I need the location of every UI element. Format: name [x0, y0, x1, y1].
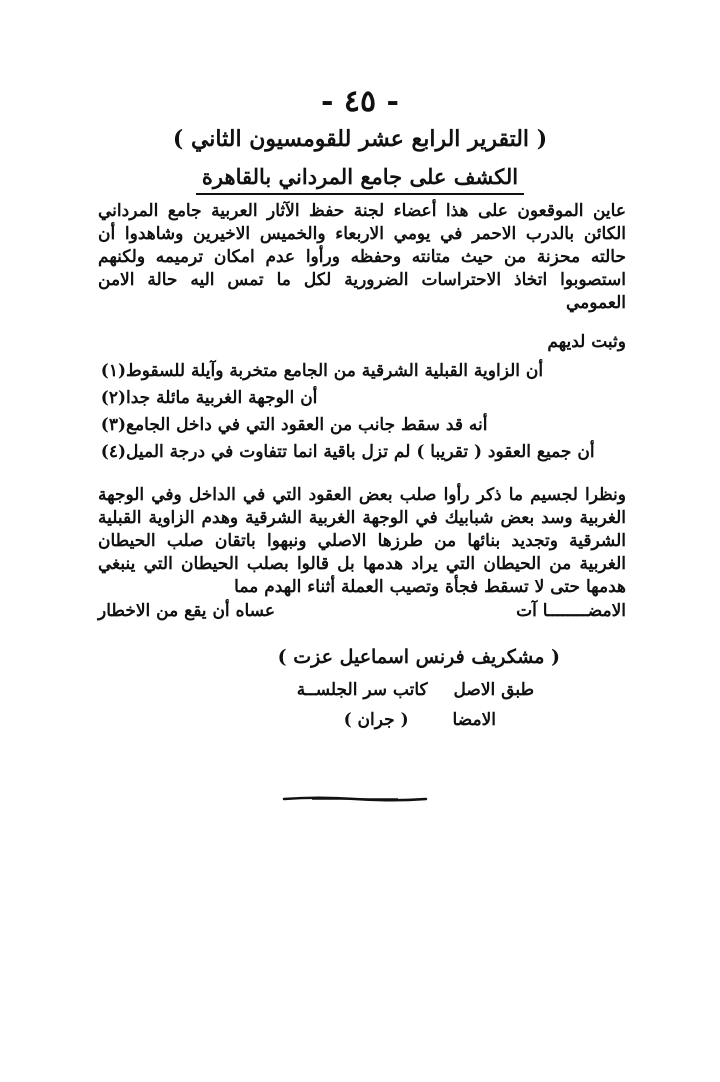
finding-number: (٤) — [100, 442, 126, 462]
subtitle-block — [0, 164, 720, 195]
page-number: - ٤٥ - — [320, 84, 400, 119]
signer-name: ( مشكريف فرنس اسماعيل عزت ) — [277, 646, 560, 668]
secretary-signature — [344, 710, 496, 730]
subtitle: الكشف على جامع المرداني بالقاهرة — [196, 164, 524, 195]
closing-line — [98, 601, 626, 621]
findings-list — [86, 358, 626, 466]
paragraph-1: عاين الموقعون على هذا أعضاء لجنة حفظ الآثار العربية جامع المرداني الكائن بالدرب الاحمر في يومي الاربعاء والخميس الاخيرين وشاهدوا أن حالته محزنة من حيث متانته وحفظه ورأوا عدم امكان ترميمه ولكنهم استصوبوا اتخاذ الاحتراسات الضرورية لكل ما تمس اليه حالة الامن العمومي — [98, 201, 626, 313]
closing-text: عساه أن يقع من الاخطار — [98, 601, 275, 621]
finding-item-4 — [86, 439, 626, 466]
finding-item-2 — [86, 385, 626, 412]
finding-item-1 — [86, 358, 626, 385]
secretary-name: ( جران ) — [343, 710, 409, 730]
finding-item-3 — [86, 412, 626, 439]
finding-text: أن الزاوية القبلية الشرقية من الجامع متخربة وآيلة للسقوط — [126, 361, 544, 381]
true-copy-label: طبق الاصل — [453, 680, 534, 700]
finding-number: (٢) — [100, 388, 126, 408]
finding-text: أن الوجهة الغربية مائلة جدا — [126, 388, 318, 408]
end-ornament — [282, 795, 428, 803]
session-secretary-label: كاتب سر الجلســة — [296, 680, 428, 700]
signatures-label: الامضــــــــا آت — [516, 601, 626, 621]
finding-number: (٣) — [100, 415, 126, 435]
finding-text: أنه قد سقط جانب من العقود التي في داخل الجامع — [126, 415, 488, 435]
findings-intro: وثبت لديهم — [547, 332, 626, 352]
approval-line — [297, 680, 534, 700]
finding-number: (١) — [100, 361, 126, 381]
finding-text: أن جميع العقود ( تقريبا ) لم تزل باقية انما تتفاوت في درجة الميل — [126, 442, 595, 462]
paragraph-2: ونظرا لجسيم ما ذكر رأوا صلب بعض العقود التي في الداخل وفي الوجهة الغربية وسد بعض شبابيك في الوجهة الغربية الشرقية وهدم الزاوية القبلية الشرقية وتجديد بنائها من طرزها الاصلي ونبهوا باتقان صلب الحيطان الغربية من الحيطان التي يراد هدمها بل قالوا بصلب الحيطان التي ينبغي هدمها حتى لا تسقط فجأة وتصيب العملة أثناء الهدم مما — [98, 485, 626, 597]
signature-label: الامضا — [452, 710, 496, 730]
report-title: ( التقرير الرابع عشر للقومسيون الثاني ) — [172, 126, 548, 152]
